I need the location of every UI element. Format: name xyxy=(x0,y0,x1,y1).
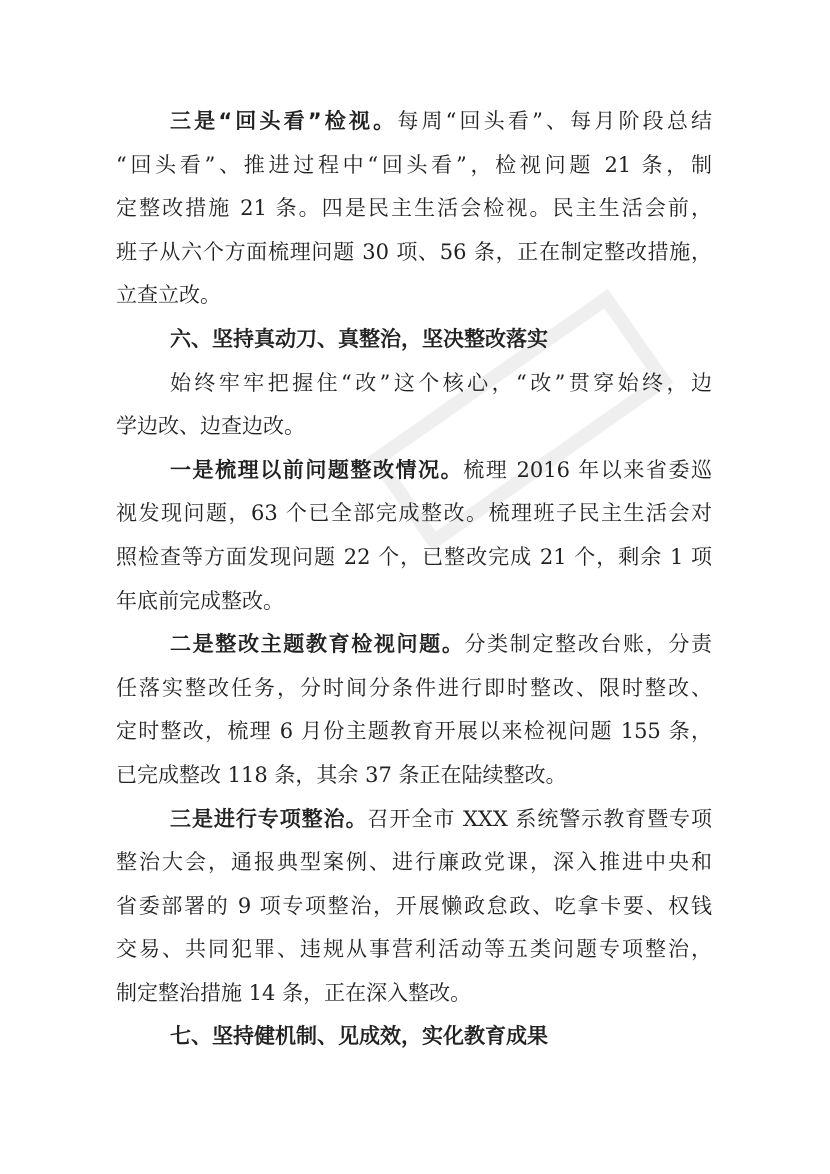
paragraph-line xyxy=(116,928,712,972)
paragraph-line xyxy=(116,754,712,798)
paragraph-line xyxy=(116,710,712,754)
line-text: 始终牢牢把握住“改”这个核心，“改”贯穿始终，边 xyxy=(170,370,712,395)
section-heading: 七、坚持健机制、见成效，实化教育成果 xyxy=(170,1024,548,1049)
line-text: 省委部署的 9 项专项整治，开展懒政怠政、吃拿卡要、权钱 xyxy=(116,893,712,918)
paragraph-line xyxy=(116,885,712,929)
paragraph-line xyxy=(116,100,712,144)
paragraph-line xyxy=(116,144,712,188)
paragraph-line xyxy=(116,187,712,231)
line-text: 任落实整改任务，分时间分条件进行即时整改、限时整改、 xyxy=(116,675,712,700)
line-text: 交易、共同犯罪、违规从事营利活动等五类问题专项整治， xyxy=(116,937,712,962)
paragraph-line xyxy=(116,449,712,493)
paragraph-line xyxy=(116,362,712,406)
paragraph-line xyxy=(116,405,712,449)
line-text: 学边改、边查边改。 xyxy=(116,414,305,439)
line-text: 立查立改。 xyxy=(116,283,221,308)
paragraph-line xyxy=(116,231,712,275)
line-text: 整治大会，通报典型案例、进行廉政党课，深入推进中央和 xyxy=(116,850,712,875)
line-text: 每周“回头看”、每月阶段总结 xyxy=(397,109,712,133)
paragraph-line xyxy=(116,536,712,580)
paragraph-line xyxy=(116,972,712,1016)
line-text: 召开全市 XXX 系统警示教育暨专项 xyxy=(367,806,712,831)
paragraph-line xyxy=(116,667,712,711)
line-text: 已完成整改 118 条，其余 37 条正在陆续整改。 xyxy=(116,762,567,787)
line-text: 定时整改，梳理 6 月份主题教育开展以来检视问题 155 条， xyxy=(116,719,712,744)
line-text: 制定整治措施 14 条，正在深入整改。 xyxy=(116,980,472,1005)
paragraph-line xyxy=(116,492,712,536)
paragraph-lead: 一是梳理以前问题整改情况。 xyxy=(170,457,464,482)
section-heading: 六、坚持真动刀、真整治，坚决整改落实 xyxy=(170,326,548,351)
paragraph-line xyxy=(116,798,712,842)
line-text: 分类制定整改台账，分责 xyxy=(464,632,713,657)
line-text: “回头看”、推进过程中“回头看”，检视问题 21 条，制 xyxy=(116,152,712,177)
line-text: 照检查等方面发现问题 22 个，已整改完成 21 个，剩余 1 项 xyxy=(116,544,712,569)
line-text: 视发现问题，63 个已全部完成整改。梳理班子民主生活会对 xyxy=(116,501,712,526)
document-body xyxy=(116,100,712,1059)
line-text: 年底前完成整改。 xyxy=(116,588,284,613)
paragraph-line xyxy=(116,841,712,885)
line-text: 班子从六个方面梳理问题 30 项、56 条，正在制定整改措施， xyxy=(116,239,712,264)
paragraph-lead: 二是整改主题教育检视问题。 xyxy=(170,632,465,657)
paragraph-lead: 三是进行专项整治。 xyxy=(170,806,368,831)
paragraph-line xyxy=(116,623,712,667)
line-text: 定整改措施 21 条。四是民主生活会检视。民主生活会前， xyxy=(116,196,712,221)
paragraph-line xyxy=(116,274,712,318)
line-text: 梳理 2016 年以来省委巡 xyxy=(463,457,713,482)
paragraph-line xyxy=(116,580,712,624)
paragraph-lead: 三是“回头看”检视。 xyxy=(170,109,398,133)
